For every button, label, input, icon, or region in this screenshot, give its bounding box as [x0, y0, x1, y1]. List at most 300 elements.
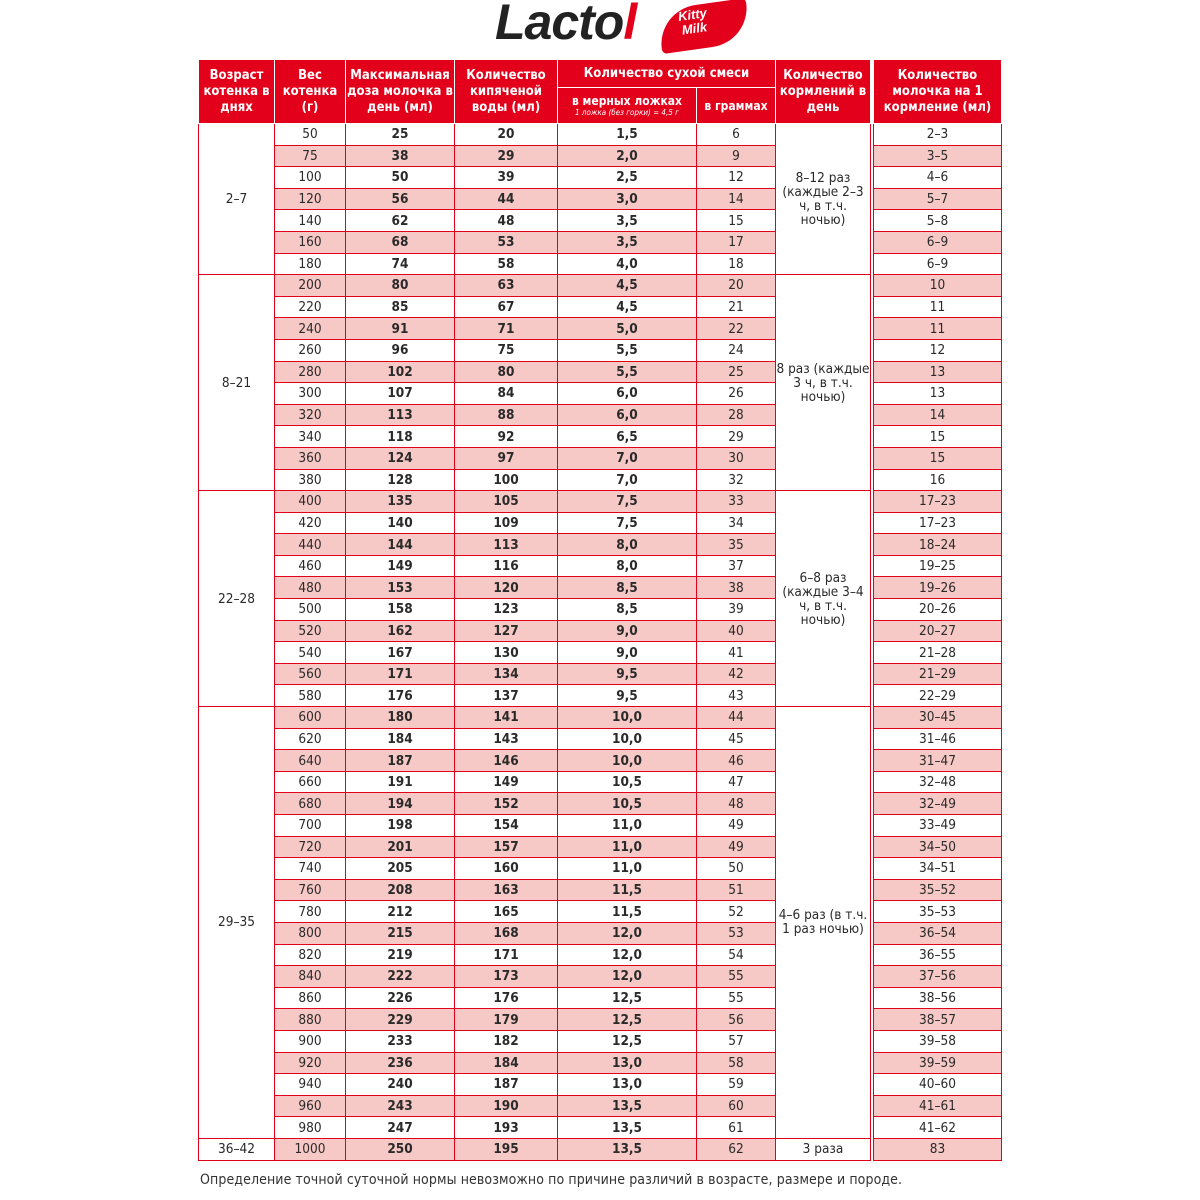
grams-cell: 62	[697, 1138, 776, 1160]
spoons-cell: 5,5	[558, 339, 697, 361]
weight-cell: 760	[275, 879, 346, 901]
weight-cell: 780	[275, 901, 346, 923]
grams-cell: 60	[697, 1095, 776, 1117]
water-cell: 80	[455, 361, 558, 383]
weight-cell: 620	[275, 728, 346, 750]
milk-cell: 243	[346, 1095, 455, 1117]
table-row	[199, 534, 1002, 556]
table-row	[199, 555, 1002, 577]
age-group-cell: 2–7	[199, 124, 275, 275]
logo-sub-line2: Milk	[680, 19, 708, 38]
grams-cell: 30	[697, 447, 776, 469]
table-row	[199, 512, 1002, 534]
per-feeding-cell: 31–46	[874, 728, 1002, 750]
per-feeding-cell: 39–58	[874, 1030, 1002, 1052]
milk-cell: 222	[346, 966, 455, 988]
water-cell: 53	[455, 231, 558, 253]
milk-cell: 208	[346, 879, 455, 901]
per-feeding-cell: 18–24	[874, 534, 1002, 556]
spoons-cell: 9,5	[558, 663, 697, 685]
water-cell: 67	[455, 296, 558, 318]
grams-cell: 51	[697, 879, 776, 901]
grams-cell: 61	[697, 1117, 776, 1139]
water-cell: 100	[455, 469, 558, 491]
milk-cell: 25	[346, 124, 455, 146]
water-cell: 109	[455, 512, 558, 534]
milk-cell: 107	[346, 383, 455, 405]
water-cell: 173	[455, 966, 558, 988]
spoons-cell: 12,0	[558, 944, 697, 966]
grams-cell: 45	[697, 728, 776, 750]
weight-cell: 980	[275, 1117, 346, 1139]
weight-cell: 840	[275, 966, 346, 988]
spoons-cell: 3,5	[558, 231, 697, 253]
spoons-cell: 11,0	[558, 815, 697, 837]
table-row	[199, 469, 1002, 491]
table-row	[199, 771, 1002, 793]
grams-cell: 33	[697, 491, 776, 513]
weight-cell: 460	[275, 555, 346, 577]
table-row	[199, 966, 1002, 988]
grams-cell: 17	[697, 231, 776, 253]
weight-cell: 860	[275, 987, 346, 1009]
weight-cell: 900	[275, 1030, 346, 1052]
spoons-cell: 7,5	[558, 512, 697, 534]
feedings-cell: 6–8 раз (каждые 3–4 ч, в т.ч. ночью)	[776, 491, 871, 707]
weight-cell: 600	[275, 707, 346, 729]
age-group-cell: 36–42	[199, 1138, 275, 1160]
logo-wordmark	[495, 0, 637, 50]
grams-cell: 47	[697, 771, 776, 793]
logo-subbrand	[677, 6, 710, 38]
table-row	[199, 987, 1002, 1009]
weight-cell: 500	[275, 599, 346, 621]
per-feeding-cell: 35–53	[874, 901, 1002, 923]
per-feeding-cell: 15	[874, 447, 1002, 469]
grams-cell: 42	[697, 663, 776, 685]
spoons-cell: 13,5	[558, 1095, 697, 1117]
spoons-cell: 11,5	[558, 901, 697, 923]
grams-cell: 12	[697, 167, 776, 189]
table-row	[199, 231, 1002, 253]
header-grams: в граммах	[697, 88, 776, 124]
spoons-cell: 6,5	[558, 426, 697, 448]
age-group-cell: 29–35	[199, 707, 275, 1139]
water-cell: 63	[455, 275, 558, 297]
milk-cell: 219	[346, 944, 455, 966]
per-feeding-cell: 16	[874, 469, 1002, 491]
table-row	[199, 404, 1002, 426]
milk-cell: 113	[346, 404, 455, 426]
header-water: Количество кипяченой воды (мл)	[455, 60, 558, 124]
water-cell: 154	[455, 815, 558, 837]
grams-cell: 24	[697, 339, 776, 361]
grams-cell: 39	[697, 599, 776, 621]
grams-cell: 55	[697, 966, 776, 988]
per-feeding-cell: 13	[874, 383, 1002, 405]
grams-cell: 6	[697, 124, 776, 146]
water-cell: 120	[455, 577, 558, 599]
table-row	[199, 1095, 1002, 1117]
age-group-cell: 8–21	[199, 275, 275, 491]
water-cell: 137	[455, 685, 558, 707]
grams-cell: 28	[697, 404, 776, 426]
grams-cell: 52	[697, 901, 776, 923]
spoons-cell: 8,0	[558, 534, 697, 556]
weight-cell: 940	[275, 1074, 346, 1096]
table-row	[199, 426, 1002, 448]
grams-cell: 29	[697, 426, 776, 448]
table-row	[199, 599, 1002, 621]
spoons-cell: 12,0	[558, 966, 697, 988]
grams-cell: 40	[697, 620, 776, 642]
milk-cell: 96	[346, 339, 455, 361]
spoons-cell: 13,5	[558, 1117, 697, 1139]
grams-cell: 56	[697, 1009, 776, 1031]
weight-cell: 440	[275, 534, 346, 556]
water-cell: 187	[455, 1074, 558, 1096]
milk-cell: 215	[346, 922, 455, 944]
grams-cell: 20	[697, 275, 776, 297]
milk-cell: 180	[346, 707, 455, 729]
water-cell: 160	[455, 858, 558, 880]
table-row	[199, 642, 1002, 664]
water-cell: 130	[455, 642, 558, 664]
weight-cell: 420	[275, 512, 346, 534]
weight-cell: 340	[275, 426, 346, 448]
per-feeding-cell: 41–62	[874, 1117, 1002, 1139]
weight-cell: 480	[275, 577, 346, 599]
spoons-cell: 6,0	[558, 383, 697, 405]
water-cell: 165	[455, 901, 558, 923]
per-feeding-cell: 34–50	[874, 836, 1002, 858]
age-group-cell: 22–28	[199, 491, 275, 707]
milk-cell: 50	[346, 167, 455, 189]
spoons-cell: 8,5	[558, 577, 697, 599]
spoons-cell: 10,5	[558, 793, 697, 815]
table-row	[199, 577, 1002, 599]
water-cell: 195	[455, 1138, 558, 1160]
grams-cell: 46	[697, 750, 776, 772]
grams-cell: 26	[697, 383, 776, 405]
milk-cell: 162	[346, 620, 455, 642]
water-cell: 39	[455, 167, 558, 189]
weight-cell: 540	[275, 642, 346, 664]
weight-cell: 120	[275, 188, 346, 210]
water-cell: 29	[455, 145, 558, 167]
per-feeding-cell: 20–27	[874, 620, 1002, 642]
water-cell: 127	[455, 620, 558, 642]
grams-cell: 37	[697, 555, 776, 577]
spoons-cell: 1,5	[558, 124, 697, 146]
water-cell: 190	[455, 1095, 558, 1117]
per-feeding-cell: 37–56	[874, 966, 1002, 988]
per-feeding-cell: 19–25	[874, 555, 1002, 577]
logo-word-main: Lacto	[495, 0, 624, 50]
water-cell: 193	[455, 1117, 558, 1139]
spoons-cell: 12,0	[558, 922, 697, 944]
milk-cell: 176	[346, 685, 455, 707]
table-row	[199, 663, 1002, 685]
spoons-cell: 8,5	[558, 599, 697, 621]
weight-cell: 300	[275, 383, 346, 405]
weight-cell: 380	[275, 469, 346, 491]
spoons-cell: 9,0	[558, 642, 697, 664]
milk-cell: 236	[346, 1052, 455, 1074]
grams-cell: 38	[697, 577, 776, 599]
milk-cell: 153	[346, 577, 455, 599]
header-spoons-label: в мерных ложках	[571, 93, 683, 108]
header-per-feeding: Количество молочка на 1 кормление (мл)	[874, 60, 1002, 124]
water-cell: 182	[455, 1030, 558, 1052]
table-row	[199, 793, 1002, 815]
feedings-cell: 3 раза	[776, 1138, 871, 1160]
milk-cell: 205	[346, 858, 455, 880]
weight-cell: 660	[275, 771, 346, 793]
table-row	[199, 728, 1002, 750]
weight-cell: 320	[275, 404, 346, 426]
water-cell: 75	[455, 339, 558, 361]
grams-cell: 57	[697, 1030, 776, 1052]
grams-cell: 21	[697, 296, 776, 318]
spoons-cell: 2,5	[558, 167, 697, 189]
water-cell: 171	[455, 944, 558, 966]
header-weight: Вес котенка (г)	[275, 60, 346, 124]
milk-cell: 74	[346, 253, 455, 275]
spoons-cell: 9,5	[558, 685, 697, 707]
table-row	[199, 1052, 1002, 1074]
weight-cell: 200	[275, 275, 346, 297]
weight-cell: 75	[275, 145, 346, 167]
weight-cell: 140	[275, 210, 346, 232]
per-feeding-cell: 20–26	[874, 599, 1002, 621]
grams-cell: 54	[697, 944, 776, 966]
water-cell: 48	[455, 210, 558, 232]
grams-cell: 41	[697, 642, 776, 664]
per-feeding-cell: 32–49	[874, 793, 1002, 815]
grams-cell: 55	[697, 987, 776, 1009]
water-cell: 92	[455, 426, 558, 448]
milk-cell: 91	[346, 318, 455, 340]
milk-cell: 149	[346, 555, 455, 577]
milk-cell: 233	[346, 1030, 455, 1052]
water-cell: 71	[455, 318, 558, 340]
weight-cell: 220	[275, 296, 346, 318]
per-feeding-cell: 30–45	[874, 707, 1002, 729]
water-cell: 157	[455, 836, 558, 858]
per-feeding-cell: 17–23	[874, 512, 1002, 534]
spoons-cell: 8,0	[558, 555, 697, 577]
spoons-cell: 5,0	[558, 318, 697, 340]
grams-cell: 18	[697, 253, 776, 275]
footnote: Определение точной суточной нормы невозможно по причине различий в возрасте, размере и породе.	[200, 1172, 903, 1188]
table-row	[199, 815, 1002, 837]
weight-cell: 260	[275, 339, 346, 361]
water-cell: 141	[455, 707, 558, 729]
spoons-cell: 4,0	[558, 253, 697, 275]
spoons-cell: 10,5	[558, 771, 697, 793]
water-cell: 134	[455, 663, 558, 685]
weight-cell: 720	[275, 836, 346, 858]
table-row	[199, 1074, 1002, 1096]
milk-cell: 229	[346, 1009, 455, 1031]
milk-cell: 184	[346, 728, 455, 750]
grams-cell: 44	[697, 707, 776, 729]
grams-cell: 15	[697, 210, 776, 232]
spoons-cell: 10,0	[558, 728, 697, 750]
table-row	[199, 383, 1002, 405]
weight-cell: 700	[275, 815, 346, 837]
table-header	[199, 60, 1002, 124]
per-feeding-cell: 17–23	[874, 491, 1002, 513]
spoons-cell: 3,5	[558, 210, 697, 232]
table-row	[199, 1117, 1002, 1139]
spoons-cell: 4,5	[558, 296, 697, 318]
milk-cell: 247	[346, 1117, 455, 1139]
milk-cell: 118	[346, 426, 455, 448]
milk-cell: 102	[346, 361, 455, 383]
grams-cell: 32	[697, 469, 776, 491]
grams-cell: 35	[697, 534, 776, 556]
water-cell: 20	[455, 124, 558, 146]
per-feeding-cell: 35–52	[874, 879, 1002, 901]
table-row	[199, 620, 1002, 642]
water-cell: 149	[455, 771, 558, 793]
table-row	[199, 1030, 1002, 1052]
weight-cell: 880	[275, 1009, 346, 1031]
spoons-cell: 7,5	[558, 491, 697, 513]
milk-cell: 194	[346, 793, 455, 815]
table-row	[199, 922, 1002, 944]
milk-cell: 158	[346, 599, 455, 621]
table-row	[199, 901, 1002, 923]
header-age: Возраст котенка в днях	[199, 60, 275, 124]
per-feeding-cell: 5–8	[874, 210, 1002, 232]
feedings-cell: 4–6 раз (в т.ч. 1 раз ночью)	[776, 707, 871, 1139]
table-row	[199, 858, 1002, 880]
table-row	[199, 145, 1002, 167]
per-feeding-cell: 32–48	[874, 771, 1002, 793]
spoons-cell: 3,0	[558, 188, 697, 210]
per-feeding-cell: 36–54	[874, 922, 1002, 944]
table-row	[199, 685, 1002, 707]
spoons-cell: 12,5	[558, 1009, 697, 1031]
table-row	[199, 296, 1002, 318]
per-feeding-cell: 3–5	[874, 145, 1002, 167]
per-feeding-cell: 36–55	[874, 944, 1002, 966]
table-row	[199, 944, 1002, 966]
table-row	[199, 253, 1002, 275]
milk-cell: 68	[346, 231, 455, 253]
table-row	[199, 750, 1002, 772]
grams-cell: 49	[697, 815, 776, 837]
weight-cell: 360	[275, 447, 346, 469]
weight-cell: 960	[275, 1095, 346, 1117]
per-feeding-cell: 15	[874, 426, 1002, 448]
water-cell: 168	[455, 922, 558, 944]
milk-cell: 250	[346, 1138, 455, 1160]
weight-cell: 800	[275, 922, 346, 944]
table-row	[199, 1009, 1002, 1031]
weight-cell: 100	[275, 167, 346, 189]
weight-cell: 160	[275, 231, 346, 253]
spoons-cell: 4,5	[558, 275, 697, 297]
table-row	[199, 1138, 1002, 1160]
grams-cell: 14	[697, 188, 776, 210]
milk-cell: 198	[346, 815, 455, 837]
milk-cell: 124	[346, 447, 455, 469]
water-cell: 146	[455, 750, 558, 772]
spoons-cell: 7,0	[558, 469, 697, 491]
spoons-cell: 11,5	[558, 879, 697, 901]
per-feeding-cell: 12	[874, 339, 1002, 361]
table-row	[199, 491, 1002, 513]
table-row	[199, 707, 1002, 729]
table-row	[199, 188, 1002, 210]
water-cell: 123	[455, 599, 558, 621]
weight-cell: 560	[275, 663, 346, 685]
spoons-cell: 10,0	[558, 707, 697, 729]
per-feeding-cell: 10	[874, 275, 1002, 297]
weight-cell: 820	[275, 944, 346, 966]
weight-cell: 1000	[275, 1138, 346, 1160]
milk-cell: 187	[346, 750, 455, 772]
weight-cell: 280	[275, 361, 346, 383]
spoons-cell: 5,5	[558, 361, 697, 383]
grams-cell: 48	[697, 793, 776, 815]
milk-cell: 191	[346, 771, 455, 793]
milk-cell: 201	[346, 836, 455, 858]
weight-cell: 400	[275, 491, 346, 513]
milk-cell: 56	[346, 188, 455, 210]
spoons-cell: 2,0	[558, 145, 697, 167]
milk-cell: 171	[346, 663, 455, 685]
water-cell: 44	[455, 188, 558, 210]
water-cell: 184	[455, 1052, 558, 1074]
logo-word-end: l	[623, 0, 637, 50]
water-cell: 179	[455, 1009, 558, 1031]
per-feeding-cell: 6–9	[874, 231, 1002, 253]
feeding-table	[198, 59, 1002, 1161]
milk-cell: 167	[346, 642, 455, 664]
water-cell: 143	[455, 728, 558, 750]
grams-cell: 49	[697, 836, 776, 858]
water-cell: 97	[455, 447, 558, 469]
spoons-cell: 7,0	[558, 447, 697, 469]
milk-cell: 62	[346, 210, 455, 232]
grams-cell: 50	[697, 858, 776, 880]
weight-cell: 680	[275, 793, 346, 815]
water-cell: 58	[455, 253, 558, 275]
grams-cell: 34	[697, 512, 776, 534]
per-feeding-cell: 33–49	[874, 815, 1002, 837]
per-feeding-cell: 6–9	[874, 253, 1002, 275]
header-milk: Максимальная доза молочка в день (мл)	[346, 60, 455, 124]
per-feeding-cell: 13	[874, 361, 1002, 383]
per-feeding-cell: 14	[874, 404, 1002, 426]
per-feeding-cell: 11	[874, 318, 1002, 340]
header-feedings: Количество кормлений в день	[776, 60, 871, 124]
logo-sub-line1: Kitty	[677, 5, 708, 25]
table-body	[199, 124, 1002, 1161]
header-spoons	[558, 88, 697, 124]
water-cell: 84	[455, 383, 558, 405]
spoons-cell: 13,0	[558, 1074, 697, 1096]
milk-cell: 212	[346, 901, 455, 923]
weight-cell: 740	[275, 858, 346, 880]
spoons-cell: 12,5	[558, 1030, 697, 1052]
weight-cell: 640	[275, 750, 346, 772]
